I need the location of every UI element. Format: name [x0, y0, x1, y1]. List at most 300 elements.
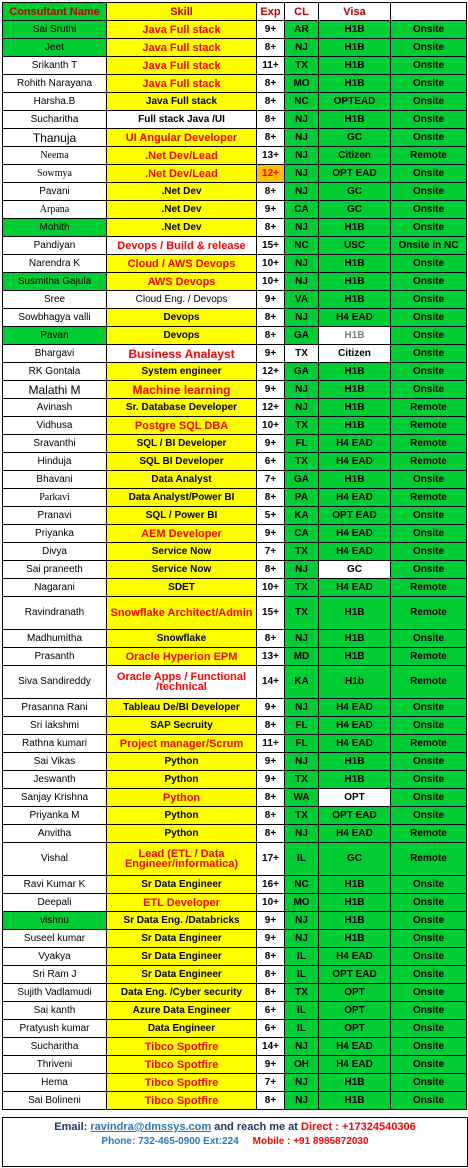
visa-cell: H4 EAD — [319, 717, 391, 735]
skill-cell: Python — [107, 825, 257, 843]
table-row — [3, 789, 467, 807]
experience-cell: 8+ — [257, 966, 285, 984]
table-row — [3, 201, 467, 219]
skill-cell: Project manager/Scrum — [107, 735, 257, 753]
experience-cell: 8+ — [257, 807, 285, 825]
work-mode-cell: Onsite — [391, 327, 467, 345]
consultant-name-cell: Divya — [3, 543, 107, 561]
work-mode-cell: Remote — [391, 597, 467, 630]
experience-cell: 8+ — [257, 948, 285, 966]
table-row — [3, 219, 467, 237]
consultant-hotlist — [2, 2, 466, 1110]
work-mode-cell: Onsite — [391, 363, 467, 381]
table-row — [3, 843, 467, 876]
consultant-name-cell: Jeswanth — [3, 771, 107, 789]
experience-cell: 9+ — [257, 381, 285, 399]
location-cell: IL — [285, 843, 319, 876]
direct-phone: Direct : +17324540306 — [301, 1121, 416, 1133]
skill-cell: Data Analyst — [107, 471, 257, 489]
skill-cell: Devops — [107, 327, 257, 345]
skill-cell: Tibco Spotfire — [107, 1074, 257, 1092]
location-cell: KA — [285, 666, 319, 699]
consultant-name-cell: Thriveni — [3, 1056, 107, 1074]
work-mode-cell: Onsite — [391, 525, 467, 543]
consultant-name-cell: Deepali — [3, 894, 107, 912]
work-mode-cell: Onsite — [391, 912, 467, 930]
location-cell: MD — [285, 648, 319, 666]
location-cell: TX — [285, 771, 319, 789]
skill-cell: Java Full stack — [107, 39, 257, 57]
visa-cell: H1B — [319, 417, 391, 435]
work-mode-cell: Onsite — [391, 930, 467, 948]
consultant-name-cell: Priyanka — [3, 525, 107, 543]
work-mode-cell: Onsite — [391, 1056, 467, 1074]
skill-cell: Java Full stack — [107, 57, 257, 75]
experience-cell: 14+ — [257, 1038, 285, 1056]
consultant-name-cell: Malathi M — [3, 381, 107, 399]
location-cell: GA — [285, 327, 319, 345]
location-cell: IL — [285, 1020, 319, 1038]
location-cell: CA — [285, 201, 319, 219]
table-row — [3, 363, 467, 381]
table-row — [3, 894, 467, 912]
consultant-name-cell: Harsha.B — [3, 93, 107, 111]
skill-cell: Data Analyst/Power BI — [107, 489, 257, 507]
office-ext: Ext:224 — [203, 1136, 239, 1147]
experience-cell: 8+ — [257, 93, 285, 111]
table-row — [3, 735, 467, 753]
work-mode-cell: Onsite — [391, 717, 467, 735]
visa-cell: H4 EAD — [319, 948, 391, 966]
visa-cell: H1B — [319, 21, 391, 39]
table-row — [3, 630, 467, 648]
experience-cell: 8+ — [257, 183, 285, 201]
footer-line-email — [3, 1121, 467, 1133]
location-cell: AR — [285, 21, 319, 39]
visa-cell: GC — [319, 561, 391, 579]
header-consultant-name: Consultant Name — [3, 3, 107, 21]
work-mode-cell: Onsite — [391, 1020, 467, 1038]
experience-cell: 16+ — [257, 876, 285, 894]
work-mode-cell: Remote — [391, 147, 467, 165]
visa-cell: H1B — [319, 753, 391, 771]
location-cell: NJ — [285, 129, 319, 147]
experience-cell: 6+ — [257, 1002, 285, 1020]
skill-cell: Machine learning — [107, 381, 257, 399]
experience-cell: 9+ — [257, 771, 285, 789]
experience-cell: 9+ — [257, 291, 285, 309]
visa-cell: H1B — [319, 399, 391, 417]
skill-cell: Python — [107, 807, 257, 825]
visa-cell: H4 EAD — [319, 1038, 391, 1056]
consultant-name-cell: Srikanth T — [3, 57, 107, 75]
work-mode-cell: Onsite — [391, 93, 467, 111]
work-mode-cell: Onsite — [391, 1038, 467, 1056]
visa-cell: H4 EAD — [319, 453, 391, 471]
location-cell: TX — [285, 453, 319, 471]
experience-cell: 9+ — [257, 345, 285, 363]
experience-cell: 5+ — [257, 507, 285, 525]
consultant-name-cell: Siva Sandireddy — [3, 666, 107, 699]
table-row — [3, 1056, 467, 1074]
work-mode-cell: Onsite — [391, 75, 467, 93]
location-cell: MO — [285, 75, 319, 93]
work-mode-cell: Onsite — [391, 471, 467, 489]
table-row — [3, 237, 467, 255]
work-mode-cell: Remote — [391, 579, 467, 597]
location-cell: VA — [285, 291, 319, 309]
skill-cell: Python — [107, 771, 257, 789]
header-exp: Exp — [257, 3, 285, 21]
consultant-name-cell: Sri Ram J — [3, 966, 107, 984]
consultant-name-cell: Rathna kumari — [3, 735, 107, 753]
work-mode-cell: Onsite — [391, 39, 467, 57]
experience-cell: 9+ — [257, 753, 285, 771]
work-mode-cell: Remote — [391, 648, 467, 666]
experience-cell: 8+ — [257, 111, 285, 129]
location-cell: NJ — [285, 1092, 319, 1110]
skill-cell: .Net Dev — [107, 183, 257, 201]
work-mode-cell: Onsite — [391, 57, 467, 75]
location-cell: TX — [285, 579, 319, 597]
consultant-name-cell: Vyakya — [3, 948, 107, 966]
table-row — [3, 21, 467, 39]
skill-cell: Tibco Spotfire — [107, 1038, 257, 1056]
experience-cell: 7+ — [257, 543, 285, 561]
visa-cell: H1B — [319, 912, 391, 930]
header-visa: Visa — [319, 3, 391, 21]
visa-cell: Citizen — [319, 345, 391, 363]
experience-cell: 8+ — [257, 129, 285, 147]
consultant-name-cell: Hinduja — [3, 453, 107, 471]
consultant-name-cell: Anvitha — [3, 825, 107, 843]
consultant-name-cell: Mohith — [3, 219, 107, 237]
work-mode-cell: Onsite — [391, 165, 467, 183]
table-row — [3, 1092, 467, 1110]
work-mode-cell: Onsite — [391, 1074, 467, 1092]
consultant-name-cell: Sri lakshmi — [3, 717, 107, 735]
experience-cell: 8+ — [257, 75, 285, 93]
consultant-name-cell: Susmitha Gajula — [3, 273, 107, 291]
visa-cell: H1B — [319, 111, 391, 129]
table-row — [3, 309, 467, 327]
table-row — [3, 876, 467, 894]
location-cell: NJ — [285, 147, 319, 165]
experience-cell: 10+ — [257, 894, 285, 912]
table-row — [3, 345, 467, 363]
experience-cell: 8+ — [257, 309, 285, 327]
table-row — [3, 984, 467, 1002]
location-cell: TX — [285, 345, 319, 363]
header-cl: CL — [285, 3, 319, 21]
table-row — [3, 399, 467, 417]
location-cell: MO — [285, 894, 319, 912]
consultant-name-cell: Bhargavi — [3, 345, 107, 363]
experience-cell: 11+ — [257, 735, 285, 753]
location-cell: NJ — [285, 825, 319, 843]
visa-cell: H4 EAD — [319, 309, 391, 327]
visa-cell: H1B — [319, 255, 391, 273]
work-mode-cell: Onsite — [391, 807, 467, 825]
header-work-mode — [391, 3, 467, 21]
visa-cell: H1B — [319, 771, 391, 789]
visa-cell: H4 EAD — [319, 825, 391, 843]
experience-cell: 10+ — [257, 579, 285, 597]
skill-cell: Tableau De/BI Developer — [107, 699, 257, 717]
table-row — [3, 1002, 467, 1020]
visa-cell: H4 EAD — [319, 1056, 391, 1074]
work-mode-cell: Onsite — [391, 129, 467, 147]
skill-cell: .Net Dev/Lead — [107, 165, 257, 183]
location-cell: TX — [285, 597, 319, 630]
location-cell: NJ — [285, 630, 319, 648]
location-cell: PA — [285, 489, 319, 507]
location-cell: IL — [285, 1002, 319, 1020]
skill-cell: .Net Dev — [107, 219, 257, 237]
skill-cell: Cloud / AWS Devops — [107, 255, 257, 273]
visa-cell: H4 EAD — [319, 435, 391, 453]
visa-cell: OPT — [319, 789, 391, 807]
reach-text: and reach me at — [214, 1121, 298, 1133]
visa-cell: OPT EAD — [319, 507, 391, 525]
experience-cell: 8+ — [257, 561, 285, 579]
table-row — [3, 1020, 467, 1038]
skill-cell: Oracle Apps / Functional /technical — [107, 666, 257, 699]
location-cell: NJ — [285, 219, 319, 237]
consultant-name-cell: Sowmya — [3, 165, 107, 183]
location-cell: NJ — [285, 165, 319, 183]
location-cell: NJ — [285, 273, 319, 291]
visa-cell: H1B — [319, 57, 391, 75]
visa-cell: H1B — [319, 597, 391, 630]
experience-cell: 6+ — [257, 1020, 285, 1038]
skill-cell: .Net Dev — [107, 201, 257, 219]
visa-cell: H4 EAD — [319, 579, 391, 597]
location-cell: NC — [285, 876, 319, 894]
experience-cell: 9+ — [257, 1056, 285, 1074]
skill-cell: Postgre SQL DBA — [107, 417, 257, 435]
skill-cell: AWS Devops — [107, 273, 257, 291]
visa-cell: H4 EAD — [319, 525, 391, 543]
experience-cell: 15+ — [257, 597, 285, 630]
visa-cell: OPT EAD — [319, 165, 391, 183]
consultant-name-cell: Avinash — [3, 399, 107, 417]
location-cell: NC — [285, 93, 319, 111]
location-cell: OH — [285, 1056, 319, 1074]
location-cell: TX — [285, 984, 319, 1002]
experience-cell: 8+ — [257, 789, 285, 807]
visa-cell: H1B — [319, 1074, 391, 1092]
visa-cell: H4 EAD — [319, 543, 391, 561]
experience-cell: 9+ — [257, 525, 285, 543]
skill-cell: Snowflake Architect/Admin — [107, 597, 257, 630]
work-mode-cell: Onsite — [391, 699, 467, 717]
work-mode-cell: Remote — [391, 489, 467, 507]
visa-cell: GC — [319, 201, 391, 219]
work-mode-cell: Remote — [391, 843, 467, 876]
location-cell: NJ — [285, 255, 319, 273]
work-mode-cell: Remote — [391, 453, 467, 471]
work-mode-cell: Onsite — [391, 984, 467, 1002]
experience-cell: 8+ — [257, 630, 285, 648]
work-mode-cell: Onsite — [391, 948, 467, 966]
work-mode-cell: Onsite — [391, 894, 467, 912]
skill-cell: Sr Data Engineer — [107, 966, 257, 984]
consultant-name-cell: Narendra K — [3, 255, 107, 273]
location-cell: NJ — [285, 399, 319, 417]
consultant-name-cell: Sai Vikas — [3, 753, 107, 771]
skill-cell: Service Now — [107, 561, 257, 579]
experience-cell: 8+ — [257, 984, 285, 1002]
work-mode-cell: Remote — [391, 735, 467, 753]
work-mode-cell: Onsite — [391, 561, 467, 579]
experience-cell: 8+ — [257, 1092, 285, 1110]
consultant-name-cell: Pavan — [3, 327, 107, 345]
location-cell: NJ — [285, 39, 319, 57]
location-cell: TX — [285, 417, 319, 435]
location-cell: NJ — [285, 699, 319, 717]
location-cell: NJ — [285, 1038, 319, 1056]
visa-cell: H4 EAD — [319, 699, 391, 717]
location-cell: NJ — [285, 561, 319, 579]
experience-cell: 9+ — [257, 435, 285, 453]
skill-cell: Python — [107, 789, 257, 807]
visa-cell: OPT EAD — [319, 807, 391, 825]
experience-cell: 10+ — [257, 255, 285, 273]
work-mode-cell: Onsite — [391, 753, 467, 771]
work-mode-cell: Onsite — [391, 201, 467, 219]
consultant-name-cell: Sanjay Krishna — [3, 789, 107, 807]
experience-cell: 8+ — [257, 489, 285, 507]
experience-cell: 7+ — [257, 1074, 285, 1092]
visa-cell: H1B — [319, 363, 391, 381]
location-cell: FL — [285, 735, 319, 753]
work-mode-cell: Onsite — [391, 21, 467, 39]
table-row — [3, 111, 467, 129]
consultant-name-cell: Prasanth — [3, 648, 107, 666]
location-cell: GA — [285, 471, 319, 489]
skill-cell: Java Full stack — [107, 93, 257, 111]
table-row — [3, 966, 467, 984]
table-row — [3, 648, 467, 666]
table-row — [3, 666, 467, 699]
visa-cell: H1B — [319, 75, 391, 93]
location-cell: NJ — [285, 1074, 319, 1092]
visa-cell: USC — [319, 237, 391, 255]
table-row — [3, 471, 467, 489]
table-row — [3, 327, 467, 345]
work-mode-cell: Onsite — [391, 273, 467, 291]
consultant-name-cell: Prasanna Rani — [3, 699, 107, 717]
work-mode-cell: Onsite — [391, 507, 467, 525]
location-cell: IL — [285, 966, 319, 984]
header-row — [3, 3, 467, 21]
visa-cell: H1B — [319, 876, 391, 894]
office-phone: Phone: 732-465-0900 — [101, 1136, 201, 1147]
consultant-name-cell: Pandiyan — [3, 237, 107, 255]
consultant-name-cell: Vishal — [3, 843, 107, 876]
contact-footer — [2, 1117, 468, 1167]
visa-cell: H1B — [319, 930, 391, 948]
skill-cell: AEM Developer — [107, 525, 257, 543]
consultant-name-cell: Sai Bolineni — [3, 1092, 107, 1110]
work-mode-cell: Remote — [391, 825, 467, 843]
consultant-name-cell: Sai Sruthi — [3, 21, 107, 39]
location-cell: TX — [285, 543, 319, 561]
consultant-name-cell: Priyanka M — [3, 807, 107, 825]
skill-cell: Sr. Database Developer — [107, 399, 257, 417]
consultant-name-cell: RK Gontala — [3, 363, 107, 381]
location-cell: NJ — [285, 930, 319, 948]
location-cell: NJ — [285, 111, 319, 129]
experience-cell: 9+ — [257, 930, 285, 948]
visa-cell: OPTEAD — [319, 93, 391, 111]
experience-cell: 9+ — [257, 21, 285, 39]
table-row — [3, 147, 467, 165]
experience-cell: 8+ — [257, 39, 285, 57]
visa-cell: Citizen — [319, 147, 391, 165]
work-mode-cell: Onsite — [391, 1092, 467, 1110]
skill-cell: SDET — [107, 579, 257, 597]
table-row — [3, 183, 467, 201]
table-row — [3, 93, 467, 111]
experience-cell: 8+ — [257, 219, 285, 237]
skill-cell: Oracle Hyperion EPM — [107, 648, 257, 666]
skill-cell: SQL BI Developer — [107, 453, 257, 471]
location-cell: TX — [285, 57, 319, 75]
consultant-name-cell: Rohith Narayana — [3, 75, 107, 93]
email-label: Email: — [54, 1121, 88, 1133]
table-row — [3, 39, 467, 57]
location-cell: GA — [285, 363, 319, 381]
table-row — [3, 753, 467, 771]
table-row — [3, 381, 467, 399]
consultant-name-cell: Sujith Vadlamudi — [3, 984, 107, 1002]
table-row — [3, 597, 467, 630]
visa-cell: H1B — [319, 327, 391, 345]
experience-cell: 7+ — [257, 471, 285, 489]
skill-cell: Sr Data Engineer — [107, 876, 257, 894]
skill-cell: Azure Data Engineer — [107, 1002, 257, 1020]
table-row — [3, 489, 467, 507]
work-mode-cell: Onsite — [391, 789, 467, 807]
visa-cell: GC — [319, 843, 391, 876]
work-mode-cell: Onsite in NC — [391, 237, 467, 255]
skill-cell: Business Analayst — [107, 345, 257, 363]
table-row — [3, 717, 467, 735]
skill-cell: Data Eng. /Cyber security — [107, 984, 257, 1002]
visa-cell: GC — [319, 129, 391, 147]
table-row — [3, 165, 467, 183]
skill-cell: System engineer — [107, 363, 257, 381]
work-mode-cell: Remote — [391, 399, 467, 417]
consultant-name-cell: Sravanthi — [3, 435, 107, 453]
mobile-phone: Mobile : +91 8985872030 — [252, 1136, 369, 1147]
location-cell: IL — [285, 948, 319, 966]
email-link[interactable]: ravindra@dmssys.com — [90, 1121, 212, 1133]
consultant-name-cell: vishnu — [3, 912, 107, 930]
skill-cell: Devops — [107, 309, 257, 327]
consultant-name-cell: Sucharitha — [3, 111, 107, 129]
table-row — [3, 807, 467, 825]
skill-cell: Snowflake — [107, 630, 257, 648]
experience-cell: 6+ — [257, 453, 285, 471]
location-cell: NJ — [285, 753, 319, 771]
experience-cell: 8+ — [257, 717, 285, 735]
experience-cell: 12+ — [257, 399, 285, 417]
skill-cell: Tibco Spotfire — [107, 1056, 257, 1074]
consultant-name-cell: Ravi Kumar K — [3, 876, 107, 894]
